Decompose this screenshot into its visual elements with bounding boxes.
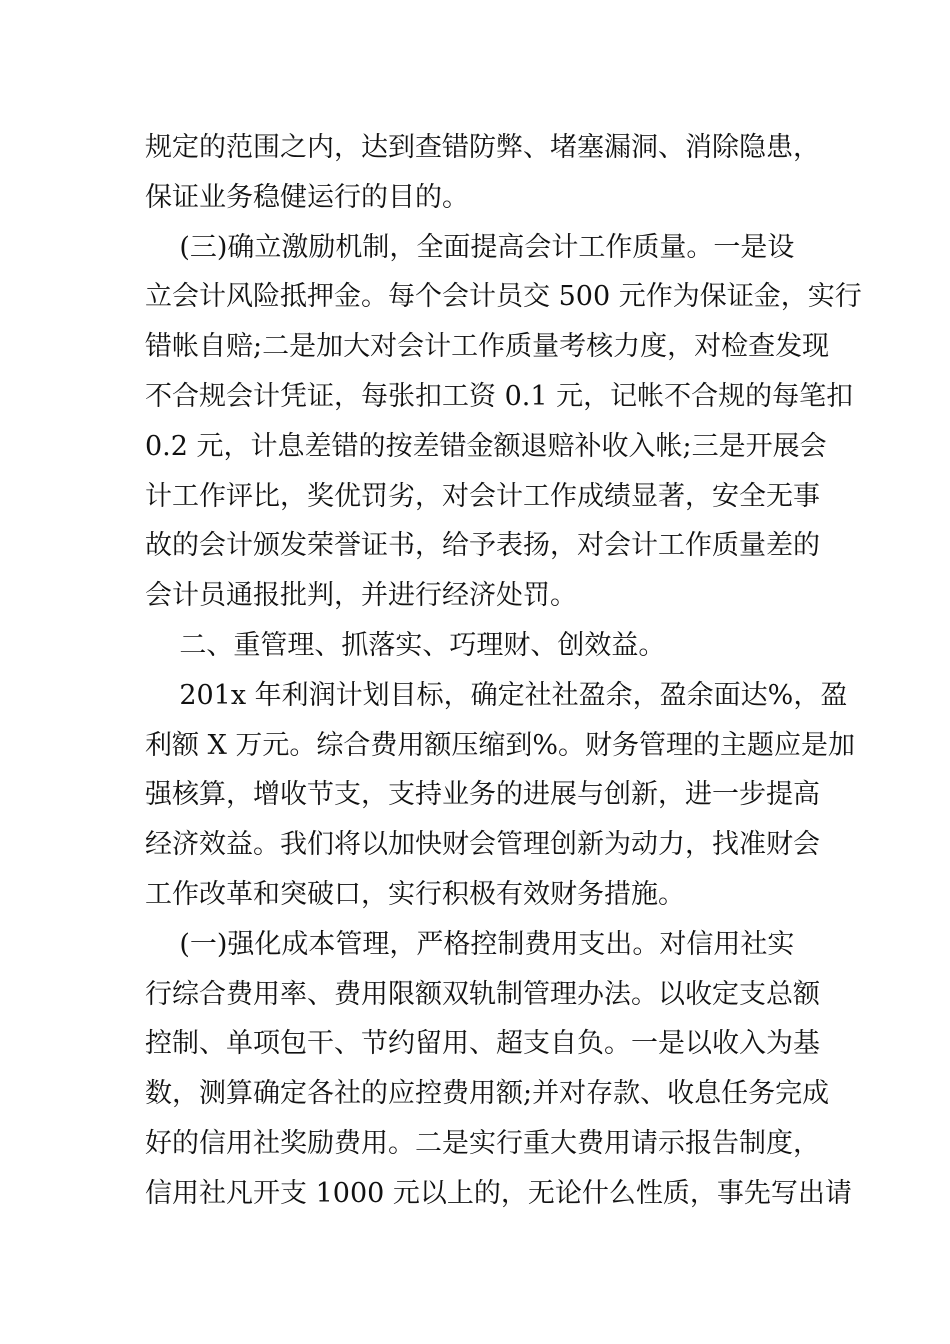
- text-line: 好的信用社奖励费用。二是实行重大费用请示报告制度，: [145, 1127, 820, 1159]
- text-line: 工作改革和突破口，实行积极有效财务措施。: [145, 878, 685, 910]
- text-line: 计工作评比，奖优罚劣，对会计工作成绩显著，安全无事: [145, 480, 820, 512]
- text-line: 强核算，增收节支，支持业务的进展与创新，进一步提高: [145, 779, 820, 811]
- text-line: 行综合费用率、费用限额双轨制管理办法。以收定支总额: [145, 978, 820, 1010]
- text-line: 会计员通报批判，并进行经济处罚。: [145, 580, 577, 612]
- text-line: 利额 X 万元。综合费用额压缩到%。财务管理的主题应是加: [145, 729, 856, 761]
- text-line: 0.2 元，计息差错的按差错金额退赔补收入帐;三是开展会: [145, 430, 827, 462]
- text-line: 错帐自赔;二是加大对会计工作质量考核力度，对检查发现: [145, 331, 830, 363]
- text-line: 立会计风险抵押金。每个会计员交 500 元作为保证金，实行: [145, 281, 862, 313]
- text-line: 不合规会计凭证，每张扣工资 0.1 元，记帐不合规的每笔扣: [145, 380, 854, 412]
- text-line: (三)确立激励机制，全面提高会计工作质量。一是设: [145, 231, 795, 263]
- text-line: 信用社凡开支 1000 元以上的，无论什么性质，事先写出请: [145, 1177, 852, 1209]
- text-line: 数，测算确定各社的应控费用额;并对存款、收息任务完成: [145, 1078, 830, 1110]
- document-body: [145, 123, 862, 1219]
- text-line: 规定的范围之内，达到查错防弊、堵塞漏洞、消除隐患，: [145, 132, 820, 163]
- text-line: 故的会计颁发荣誉证书，给予表扬，对会计工作质量差的: [145, 530, 820, 562]
- text-line: 201x 年利润计划目标，确定社社盈余，盈余面达%，盈: [145, 679, 848, 711]
- text-line: 保证业务稳健运行的目的。: [145, 181, 469, 213]
- section-heading: 二、重管理、抓落实、巧理财、创效益。: [145, 629, 666, 661]
- text-line: (一)强化成本管理，严格控制费用支出。对信用社实: [145, 928, 795, 960]
- text-line: 经济效益。我们将以加快财会管理创新为动力，找准财会: [145, 829, 820, 861]
- text-line: 控制、单项包干、节约留用、超支自负。一是以收入为基: [145, 1028, 820, 1060]
